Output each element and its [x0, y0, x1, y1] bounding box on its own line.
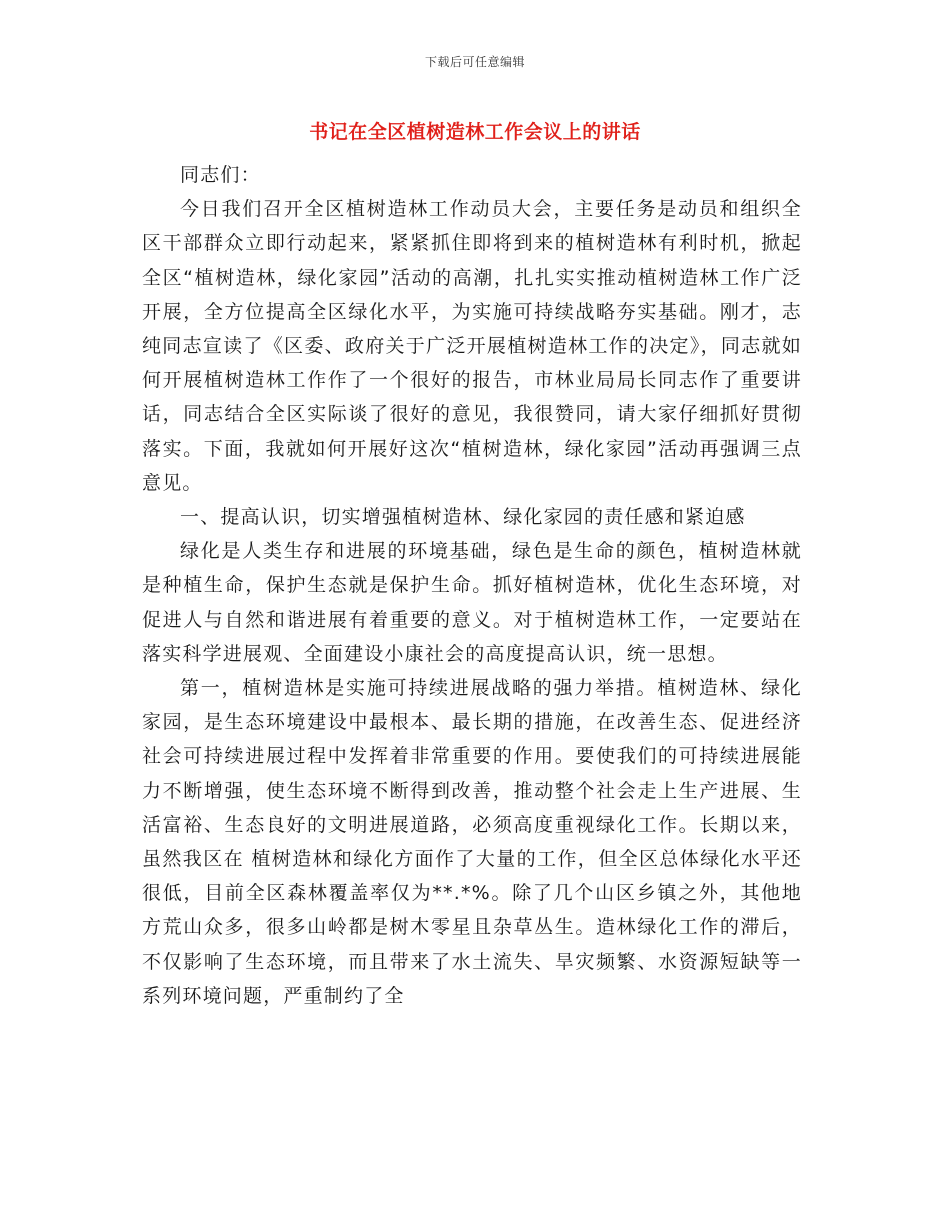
salutation: 同志们： [180, 164, 261, 186]
paragraph-first-point: 第一，植树造林是实施可持续进展战略的强力举措。植树造林、绿化家园，是生态环境建设中最根本、最长期的措施，在改善生态、促进经济社会可持续进展过程中发挥着非常重要的作用。要使我们的可持续进展能力不断增强，使生态环境不断得到改善，推动整个社会走上生产进展、生活富裕、生态良好的文明进展道路，必须高度重视绿化工作。长期以来，虽然我区在 植树造林和绿化方面作了大量的工作，但全区总体绿化水平还很低，目前全区森林覆盖率仅为**.*%。除了几个山区乡镇之外，其他地方荒山众多，很多山岭都是树木零星且杂草丛生。造林绿化工作的滞后，不仅影响了生态环境，而且带来了水土流失、旱灾频繁、水资源短缺等一系列环境问题，严重制约了全 [142, 677, 802, 1007]
document-body [142, 158, 802, 1013]
header-note: 下载后可任意编辑 [424, 55, 525, 69]
paragraph-intro: 今日我们召开全区植树造林工作动员大会，主要任务是动员和组织全区干部群众立即行动起来，紧紧抓住即将到来的植树造林有利时机，掀起全区“植树造林，绿化家园”活动的高潮，扎扎实实推动植树造林工作广泛开展，全方位提高全区绿化水平，为实施可持续战略夯实基础。刚才，志纯同志宣读了《区委、政府关于广泛开展植树造林工作的决定》，同志就如何开展植树造林工作作了一个很好的报告，市林业局局长同志作了重要讲话，同志结合全区实际谈了很好的意见，我很赞同，请大家仔细抓好贯彻落实。下面，我就如何开展好这次“植树造林，绿化家园”活动再强调三点意见。 [142, 198, 802, 494]
section-heading: 一、提高认识，切实增强植树造林、绿化家园的责任感和紧迫感 [180, 506, 746, 529]
paragraph-green: 绿化是人类生存和进展的环境基础，绿色是生命的颜色，植树造林就是种植生命，保护生态就是保护生命。抓好植树造林，优化生态环境，对促进人与自然和谐进展有着重要的意义。对于植树造林工作，一定要站在落实科学进展观、全面建设小康社会的高度提高认识，统一思想。 [142, 540, 802, 665]
document-title: 书记在全区植树造林工作会议上的讲话 [309, 121, 641, 143]
